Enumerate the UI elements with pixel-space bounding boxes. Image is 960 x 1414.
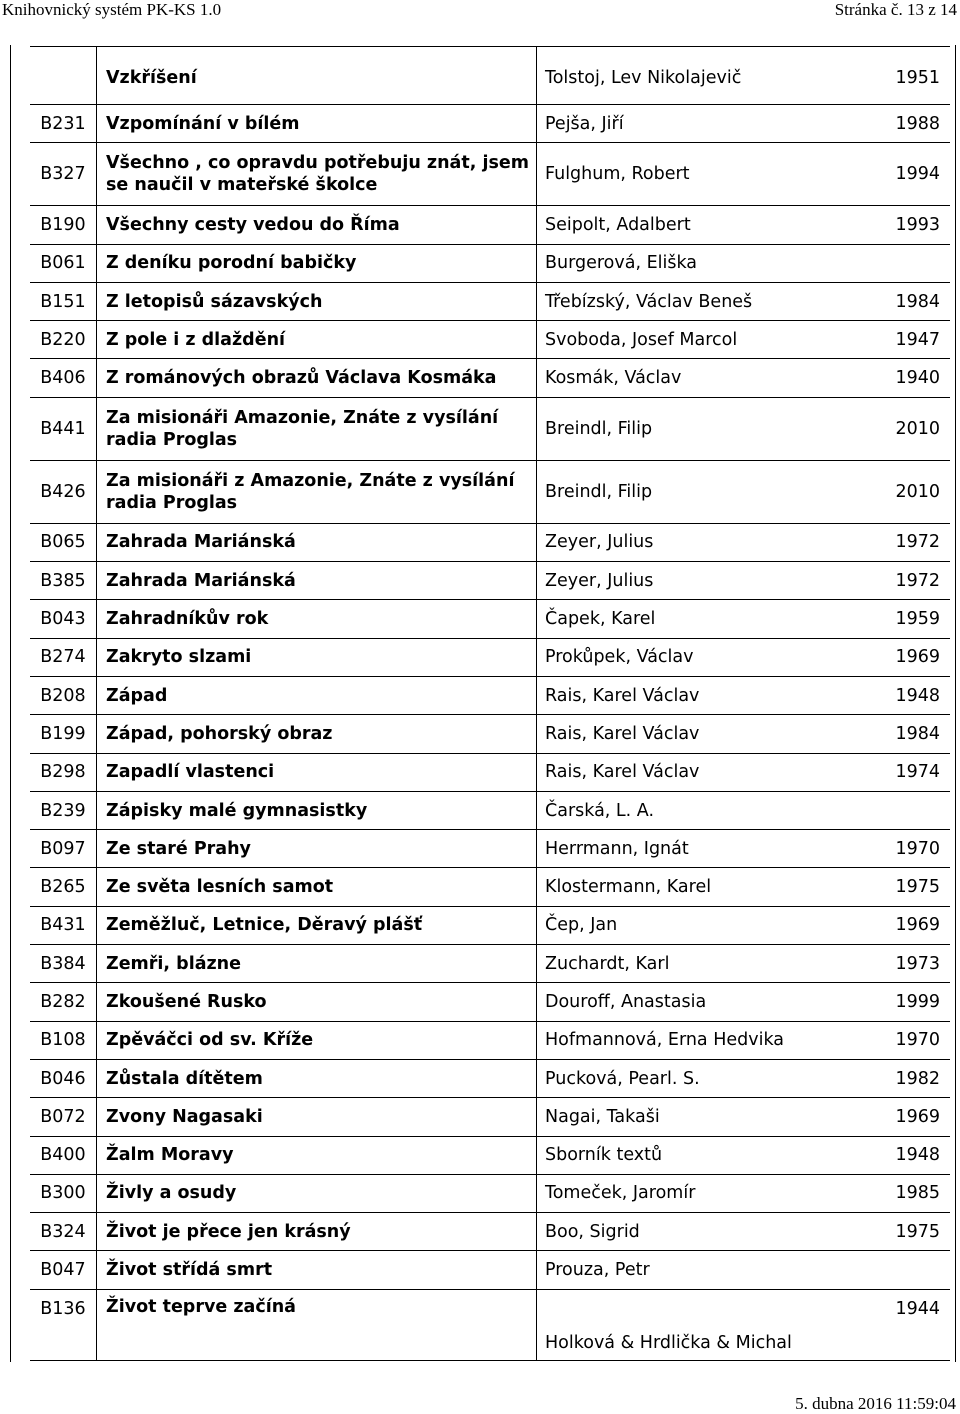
- table-row: [30, 1098, 950, 1136]
- book-title: Zkoušené Rusko: [97, 983, 537, 1021]
- table-row: [30, 206, 950, 244]
- table-row: [30, 282, 950, 320]
- book-author: Zeyer, Julius: [537, 523, 846, 561]
- book-title: Všechno , co opravdu potřebuju znát, jsem se naučil v mateřské školce: [97, 143, 537, 206]
- print-timestamp: 5. dubna 2016 11:59:04: [795, 1394, 956, 1413]
- book-author: Rais, Karel Václav: [537, 715, 846, 753]
- book-author: Klostermann, Karel: [537, 868, 846, 906]
- book-code: B385: [30, 562, 97, 600]
- book-title: Život teprve začíná: [97, 1289, 537, 1360]
- book-year: 2010: [845, 397, 950, 460]
- book-author: Sborník textů: [537, 1136, 846, 1174]
- page-number: Stránka č. 13 z 14: [834, 0, 957, 19]
- book-code: B220: [30, 321, 97, 359]
- table-row: [30, 715, 950, 753]
- book-title: Z deníku porodní babičky: [97, 244, 537, 282]
- table-row: [30, 562, 950, 600]
- book-code: B426: [30, 460, 97, 523]
- book-title: Zahradníkův rok: [97, 600, 537, 638]
- book-title: Z pole i z dlaždění: [97, 321, 537, 359]
- book-author: Třebízský, Václav Beneš: [537, 282, 846, 320]
- book-code: B065: [30, 523, 97, 561]
- book-title: Vzkříšení: [97, 47, 537, 105]
- book-title: Zakryto slzami: [97, 638, 537, 676]
- book-author: Breindl, Filip: [537, 397, 846, 460]
- table-row: [30, 523, 950, 561]
- book-year: 1999: [845, 983, 950, 1021]
- table-row: [30, 244, 950, 282]
- book-year: 1970: [845, 1021, 950, 1059]
- table-row: [30, 676, 950, 714]
- book-code: B324: [30, 1213, 97, 1251]
- book-author: Herrmann, Ignát: [537, 830, 846, 868]
- book-year: [845, 244, 950, 282]
- book-title: Z románových obrazů Václava Kosmáka: [97, 359, 537, 397]
- book-title: Západ: [97, 676, 537, 714]
- table-row: [30, 830, 950, 868]
- book-title: Zpěváčci od sv. Kříže: [97, 1021, 537, 1059]
- book-author: Nagai, Takaši: [537, 1098, 846, 1136]
- table-row: [30, 600, 950, 638]
- table-row: [30, 1251, 950, 1289]
- book-title: Ze staré Prahy: [97, 830, 537, 868]
- table-row: [30, 1059, 950, 1097]
- table-row: [30, 1213, 950, 1251]
- book-year: 1969: [845, 906, 950, 944]
- book-author: Pejša, Jiří: [537, 105, 846, 143]
- book-code: B108: [30, 1021, 97, 1059]
- book-year: 1969: [845, 1098, 950, 1136]
- books-table: [30, 46, 950, 1361]
- system-name: Knihovnický systém PK-KS 1.0: [2, 0, 222, 19]
- book-title: Zeměžluč, Letnice, Děravý plášť: [97, 906, 537, 944]
- book-year: 1975: [845, 868, 950, 906]
- book-code: B046: [30, 1059, 97, 1097]
- book-author: Pucková, Pearl. S.: [537, 1059, 846, 1097]
- book-title: Ze světa lesních samot: [97, 868, 537, 906]
- table-row: [30, 638, 950, 676]
- book-year: 1940: [845, 359, 950, 397]
- book-code: B190: [30, 206, 97, 244]
- book-code: B400: [30, 1136, 97, 1174]
- book-author: Hofmannová, Erna Hedvika: [537, 1021, 846, 1059]
- book-year: 1994: [845, 143, 950, 206]
- book-title: Vzpomínání v bílém: [97, 105, 537, 143]
- book-year: 1947: [845, 321, 950, 359]
- book-author: Rais, Karel Václav: [537, 753, 846, 791]
- book-year: 1984: [845, 282, 950, 320]
- table-row: [30, 945, 950, 983]
- table-row: [30, 143, 950, 206]
- book-code: B265: [30, 868, 97, 906]
- book-code: B239: [30, 791, 97, 829]
- table-row: [30, 47, 950, 105]
- table-row: [30, 983, 950, 1021]
- book-year: 1951: [845, 47, 950, 105]
- book-author: Rais, Karel Václav: [537, 676, 846, 714]
- book-year: 1944: [845, 1289, 950, 1360]
- book-year: 1972: [845, 562, 950, 600]
- book-code: B282: [30, 983, 97, 1021]
- book-author: Boo, Sigrid: [537, 1213, 846, 1251]
- book-year: 1988: [845, 105, 950, 143]
- book-year: 1982: [845, 1059, 950, 1097]
- book-title: Za misionáři z Amazonie, Znáte z vysílání radia Proglas: [97, 460, 537, 523]
- book-year: [845, 1251, 950, 1289]
- book-title: Západ, pohorský obraz: [97, 715, 537, 753]
- book-author: Breindl, Filip: [537, 460, 846, 523]
- table-row: [30, 1289, 950, 1360]
- book-code: B406: [30, 359, 97, 397]
- table-row: [30, 321, 950, 359]
- book-title: Zápisky malé gymnasistky: [97, 791, 537, 829]
- table-row: [30, 1136, 950, 1174]
- book-title: Život střídá smrt: [97, 1251, 537, 1289]
- book-code: B441: [30, 397, 97, 460]
- book-code: B300: [30, 1174, 97, 1212]
- table-row: [30, 397, 950, 460]
- book-author: Čep, Jan: [537, 906, 846, 944]
- book-title: Zahrada Mariánská: [97, 523, 537, 561]
- book-code: B431: [30, 906, 97, 944]
- book-code: B151: [30, 282, 97, 320]
- book-year: 1984: [845, 715, 950, 753]
- book-year: [845, 791, 950, 829]
- table-row: [30, 868, 950, 906]
- book-code: B231: [30, 105, 97, 143]
- book-author: Zeyer, Julius: [537, 562, 846, 600]
- book-author: Tolstoj, Lev Nikolajevič: [537, 47, 846, 105]
- table-row: [30, 460, 950, 523]
- book-title: Život je přece jen krásný: [97, 1213, 537, 1251]
- book-title: Zvony Nagasaki: [97, 1098, 537, 1136]
- book-author: Kosmák, Václav: [537, 359, 846, 397]
- book-code: B072: [30, 1098, 97, 1136]
- book-title: Živly a osudy: [97, 1174, 537, 1212]
- book-year: 1948: [845, 1136, 950, 1174]
- book-author: Seipolt, Adalbert: [537, 206, 846, 244]
- table-row: [30, 105, 950, 143]
- book-author: Burgerová, Eliška: [537, 244, 846, 282]
- book-year: 1993: [845, 206, 950, 244]
- book-title: Žalm Moravy: [97, 1136, 537, 1174]
- book-code: B384: [30, 945, 97, 983]
- book-year: 2010: [845, 460, 950, 523]
- book-title: Všechny cesty vedou do Říma: [97, 206, 537, 244]
- book-code: B208: [30, 676, 97, 714]
- table-row: [30, 359, 950, 397]
- book-code: B298: [30, 753, 97, 791]
- table-row: [30, 906, 950, 944]
- book-author: Tomeček, Jaromír: [537, 1174, 846, 1212]
- book-year: 1975: [845, 1213, 950, 1251]
- book-author: Čapek, Karel: [537, 600, 846, 638]
- book-year: 1985: [845, 1174, 950, 1212]
- table-row: [30, 753, 950, 791]
- book-code: B097: [30, 830, 97, 868]
- book-year: 1973: [845, 945, 950, 983]
- book-title: Za misionáři Amazonie, Znáte z vysílání radia Proglas: [97, 397, 537, 460]
- table-row: [30, 1021, 950, 1059]
- right-rule: [955, 45, 956, 1362]
- page-header: [0, 0, 960, 22]
- book-author: Svoboda, Josef Marcol: [537, 321, 846, 359]
- book-code: B043: [30, 600, 97, 638]
- book-code: [30, 47, 97, 105]
- book-author: Holková & Hrdlička & Michal: [537, 1289, 846, 1360]
- book-year: 1959: [845, 600, 950, 638]
- book-code: B274: [30, 638, 97, 676]
- book-author: Douroff, Anastasia: [537, 983, 846, 1021]
- book-author: Fulghum, Robert: [537, 143, 846, 206]
- book-code: B199: [30, 715, 97, 753]
- book-author: Zuchardt, Karl: [537, 945, 846, 983]
- book-code: B047: [30, 1251, 97, 1289]
- book-author: Prokůpek, Václav: [537, 638, 846, 676]
- book-title: Zapadlí vlastenci: [97, 753, 537, 791]
- book-code: B136: [30, 1289, 97, 1360]
- book-author: Prouza, Petr: [537, 1251, 846, 1289]
- book-title: Zahrada Mariánská: [97, 562, 537, 600]
- book-year: 1948: [845, 676, 950, 714]
- book-title: Zemři, blázne: [97, 945, 537, 983]
- table-row: [30, 791, 950, 829]
- book-year: 1972: [845, 523, 950, 561]
- book-title: Zůstala dítětem: [97, 1059, 537, 1097]
- table-row: [30, 1174, 950, 1212]
- book-author: Čarská, L. A.: [537, 791, 846, 829]
- book-year: 1969: [845, 638, 950, 676]
- book-code: B061: [30, 244, 97, 282]
- book-code: B327: [30, 143, 97, 206]
- book-year: 1974: [845, 753, 950, 791]
- left-rule: [10, 45, 11, 1362]
- book-year: 1970: [845, 830, 950, 868]
- book-title: Z letopisů sázavských: [97, 282, 537, 320]
